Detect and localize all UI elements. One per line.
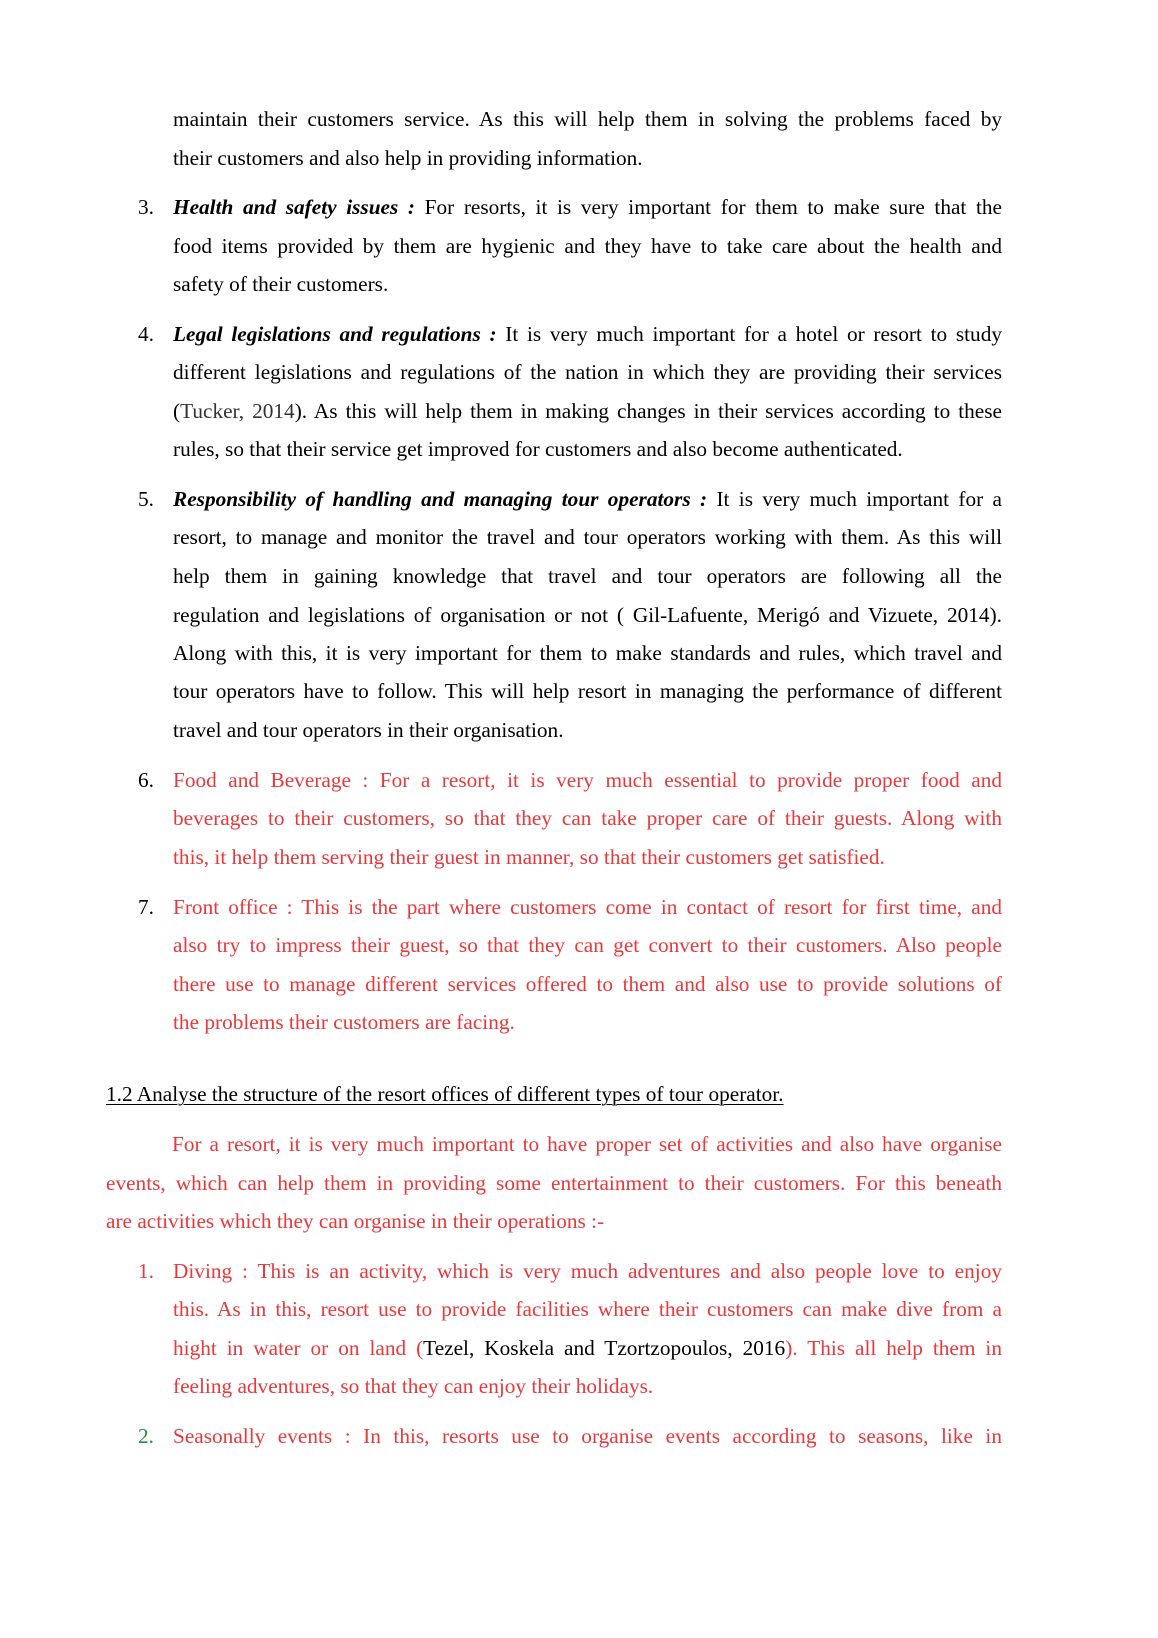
list-number-3: 3.: [138, 195, 154, 219]
list-item-4-title: Legal legislations and regulations :: [173, 322, 497, 346]
activity-1-line-2: this. As in this, resort use to provide facilities where their customers can make dive from a: [173, 1297, 1002, 1321]
section-para-line-3: are activities which they can organise in their operations :-: [106, 1209, 605, 1233]
list-item-3-line-2: food items provided by them are hygienic and they have to take care about the health and: [173, 234, 1002, 258]
section-heading: 1.2 Analyse the structure of the resort offices of different types of tour operator.: [106, 1082, 784, 1106]
activity-number-2: 2.: [138, 1424, 154, 1448]
activity-1-line-4: feeling adventures, so that they can enjoy their holidays.: [173, 1374, 654, 1398]
intro-line-1: maintain their customers service. As this will help them in solving the problems faced by: [173, 107, 1002, 131]
list-item-3-line-1: [173, 194, 1002, 220]
list-item-3-line-3: safety of their customers.: [173, 272, 389, 296]
list-item-5-line-6: tour operators have to follow. This will help resort in managing the performance of different: [173, 679, 1002, 703]
list-number-7: 7.: [138, 895, 154, 919]
activity-1-line-1: Diving : This is an activity, which is very much adventures and also people love to enjoy: [173, 1259, 1002, 1283]
list-item-5-line-3: help them in gaining knowledge that travel and tour operators are following all the: [173, 564, 1002, 588]
activity-1-line-3-pre: hight in water or on land (: [173, 1336, 424, 1360]
list-item-5-title: Responsibility of handling and managing tour operators :: [173, 487, 708, 511]
list-item-6-line-1: Food and Beverage : For a resort, it is very much essential to provide proper food and: [173, 768, 1002, 792]
list-item-5-line-7: travel and tour operators in their organisation.: [173, 718, 564, 742]
list-number-6: 6.: [138, 768, 154, 792]
list-item-3-text: For resorts, it is very important for them to make sure that the: [424, 195, 1002, 219]
citation-tezel: Tezel, Koskela and Tzortzopoulos, 2016: [423, 1336, 786, 1360]
list-item-5-line-5: Along with this, it is very important for them to make standards and rules, which travel and: [173, 641, 1002, 665]
citation-open-paren: (: [173, 399, 181, 423]
list-item-4-line-3-text: ). As this will help them in making changes in their services according to these: [294, 399, 1002, 423]
list-item-4-text: It is very much important for a hotel or resort to study: [505, 322, 1003, 346]
list-item-6-line-2: beverages to their customers, so that they can take proper care of their guests. Along with: [173, 806, 1002, 830]
list-item-7-line-1: Front office : This is the part where customers come in contact of resort for first time, and: [173, 895, 1002, 919]
list-item-4-line-2: different legislations and regulations of the nation in which they are providing their services: [173, 360, 1002, 384]
list-item-3-title: Health and safety issues :: [173, 195, 415, 219]
section-para-line-1: For a resort, it is very much important to have proper set of activities and also have organise: [172, 1132, 1002, 1156]
activity-number-1: 1.: [138, 1259, 154, 1283]
activity-1-line-3: [173, 1335, 1002, 1361]
activity-1-line-3-post: ). This all help them in: [785, 1336, 1002, 1360]
citation-tucker: Tucker, 2014: [180, 399, 295, 423]
list-item-5-line-2: resort, to manage and monitor the travel and tour operators working with them. As this will: [173, 525, 1002, 549]
list-item-5-line-4: regulation and legislations of organisation or not ( Gil-Lafuente, Merigó and Vizuete, 2014).: [173, 603, 1002, 627]
list-item-5-line-1: [173, 486, 1002, 512]
list-item-7-line-2: also try to impress their guest, so that they can get convert to their customers. Also people: [173, 933, 1002, 957]
list-item-6-line-3: this, it help them serving their guest in manner, so that their customers get satisfied.: [173, 845, 885, 869]
list-item-5-text: It is very much important for a: [716, 487, 1002, 511]
list-item-7-line-4: the problems their customers are facing.: [173, 1010, 515, 1034]
activity-2-line-1: Seasonally events : In this, resorts use to organise events according to seasons, like in: [173, 1424, 1002, 1448]
section-para-line-2: events, which can help them in providing some entertainment to their customers. For this beneath: [106, 1171, 1002, 1195]
list-number-5: 5.: [138, 487, 154, 511]
list-item-4-line-1: [173, 321, 1002, 347]
list-item-4-line-4: rules, so that their service get improved for customers and also become authenticated.: [173, 437, 903, 461]
list-item-7-line-3: there use to manage different services offered to them and also use to provide solutions of: [173, 972, 1002, 996]
list-number-4: 4.: [138, 322, 154, 346]
intro-line-2: their customers and also help in providing information.: [173, 146, 643, 170]
list-item-4-line-3: [173, 398, 1002, 424]
